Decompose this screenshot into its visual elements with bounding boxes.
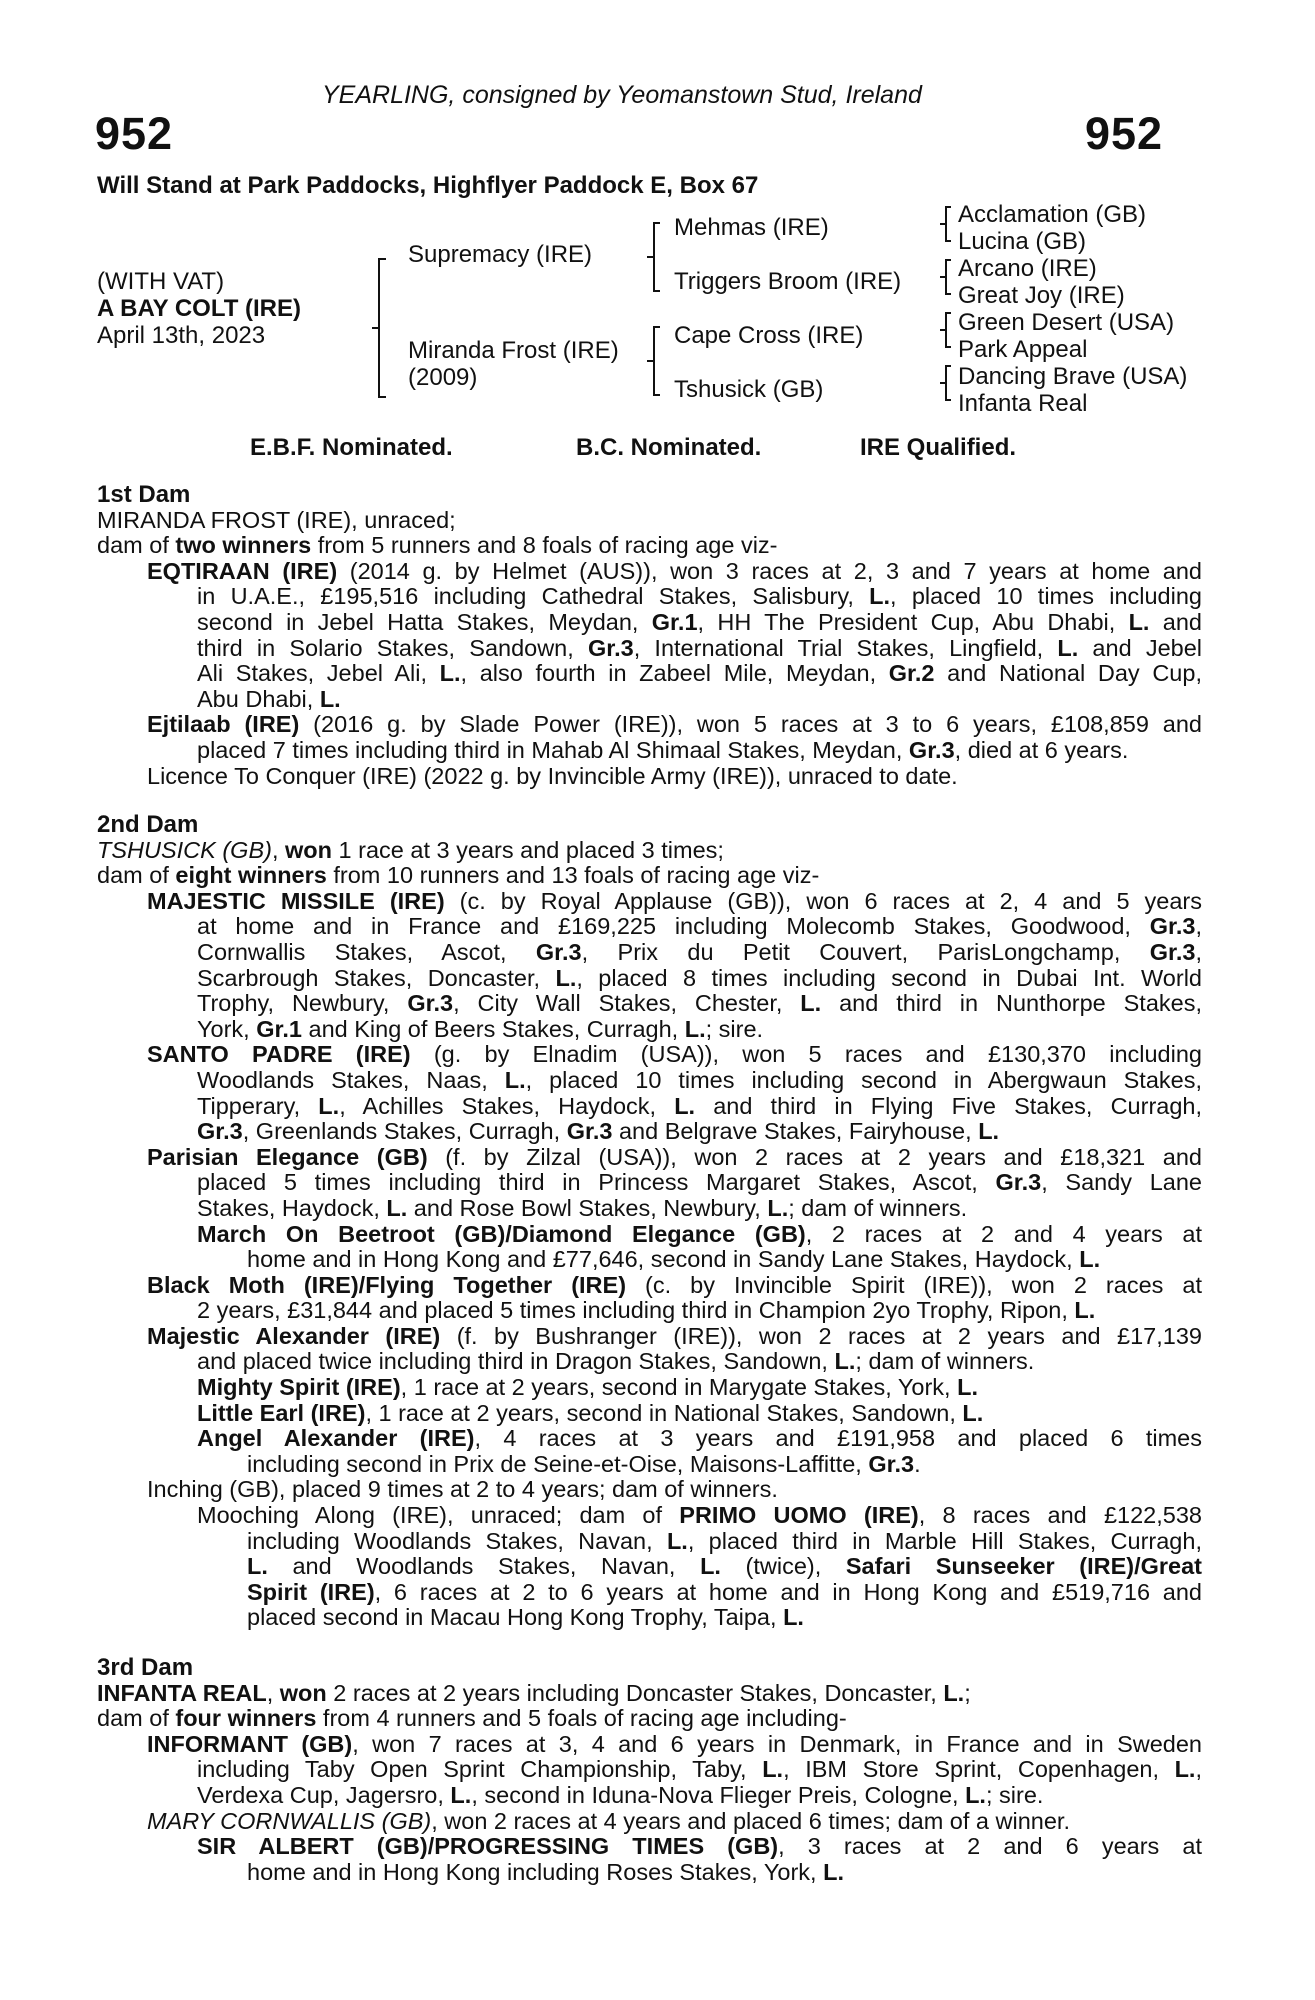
- foaling-date: April 13th, 2023: [97, 322, 266, 349]
- text-line: TSHUSICK (GB), won 1 race at 3 years and placed 3 times;: [97, 836, 724, 863]
- dam-year: (2009): [408, 364, 478, 391]
- text-line: Woodlands Stakes, Naas, L., placed 10 times including second in Abergwaun Stakes,: [197, 1066, 1202, 1093]
- text-line: York, Gr.1 and King of Beers Stakes, Curragh, L.; sire.: [197, 1015, 764, 1042]
- text-line: placed 5 times including third in Princess Margaret Stakes, Ascot, Gr.3, Sandy Lane: [197, 1169, 1203, 1196]
- section-heading: 3rd Dam: [97, 1654, 194, 1681]
- text-line: MIRANDA FROST (IRE), unraced;: [97, 506, 456, 533]
- text-line: Trophy, Newbury, Gr.3, City Wall Stakes, Chester, L. and third in Nunthorpe Stakes,: [197, 990, 1202, 1017]
- text-line: home and in Hong Kong and £77,646, second in Sandy Lane Stakes, Haydock, L.: [247, 1246, 1101, 1273]
- sire-name: Supremacy (IRE): [408, 241, 593, 268]
- text-line: placed second in Macau Hong Kong Trophy, Taipa, L.: [247, 1604, 804, 1631]
- lot-number-left: 952: [95, 108, 174, 159]
- ire-qualification: IRE Qualified.: [860, 434, 1017, 461]
- text-line: dam of four winners from 4 runners and 5 foals of racing age including-: [97, 1705, 847, 1732]
- progeny-entry: Ejtilaab (IRE) (2016 g. by Slade Power (IRE)), won 5 races at 3 to 6 years, £108,859 and: [147, 711, 1202, 738]
- text-line: Verdexa Cup, Jagersro, L., second in Iduna-Nova Flieger Preis, Cologne, L.; sire.: [197, 1781, 1044, 1808]
- section-heading: 2nd Dam: [97, 811, 199, 838]
- vat-note: (WITH VAT): [97, 268, 225, 295]
- ggp-7: Dancing Brave (USA): [958, 363, 1188, 390]
- progeny-entry: SIR ALBERT (GB)/PROGRESSING TIMES (GB), 3 races at 2 and 6 years at: [197, 1833, 1202, 1860]
- progeny-entry: Angel Alexander (IRE), 4 races at 3 years and £191,958 and placed 6 times: [197, 1425, 1202, 1452]
- progeny-entry: Licence To Conquer (IRE) (2022 g. by Invincible Army (IRE)), unraced to date.: [147, 762, 958, 789]
- ggp-1: Acclamation (GB): [958, 201, 1147, 228]
- lot-number-right: 952: [1085, 108, 1164, 159]
- progeny-entry: Mooching Along (IRE), unraced; dam of PRIMO UOMO (IRE), 8 races and £122,538: [197, 1502, 1202, 1529]
- text-line: Abu Dhabi, L.: [197, 685, 341, 712]
- dam-sire-name: Cape Cross (IRE): [674, 322, 864, 349]
- text-line: Gr.3, Greenlands Stakes, Curragh, Gr.3 and Belgrave Stakes, Fairyhouse, L.: [197, 1118, 1000, 1145]
- third-dam-section: [97, 1655, 1202, 1885]
- progeny-entry: Little Earl (IRE), 1 race at 2 years, second in National Stakes, Sandown, L.: [197, 1399, 984, 1426]
- dam-name: Miranda Frost (IRE): [408, 337, 619, 364]
- text-line: dam of eight winners from 10 runners and 13 foals of racing age viz-: [97, 862, 820, 889]
- stand-location: Will Stand at Park Paddocks, Highflyer Paddock E, Box 67: [97, 172, 759, 199]
- ggp-6: Park Appeal: [958, 336, 1088, 363]
- progeny-entry: INFORMANT (GB), won 7 races at 3, 4 and 6 years in Denmark, in France and in Sweden: [147, 1730, 1202, 1757]
- progeny-entry: Parisian Elegance (GB) (f. by Zilzal (USA)), won 2 races at 2 years and £18,321 and: [147, 1143, 1203, 1170]
- second-dam-section: [97, 812, 1202, 1631]
- text-line: Tipperary, L., Achilles Stakes, Haydock, L. and third in Flying Five Stakes, Curragh,: [197, 1092, 1203, 1119]
- text-line: L. and Woodlands Stakes, Navan, L. (twice), Safari Sunseeker (IRE)/Great: [247, 1553, 1202, 1580]
- text-line: Spirit (IRE), 6 races at 2 to 6 years at home and in Hong Kong and £519,716 and: [247, 1578, 1202, 1605]
- progeny-entry: SANTO PADRE (IRE) (g. by Elnadim (USA)), won 5 races and £130,370 including: [147, 1041, 1202, 1068]
- text-line: third in Solario Stakes, Sandown, Gr.3, International Trial Stakes, Lingfield, L. and Jebel: [197, 634, 1203, 661]
- progeny-entry: MAJESTIC MISSILE (IRE) (c. by Royal Applause (GB)), won 6 races at 2, 4 and 5 years: [147, 887, 1202, 914]
- ggp-5: Green Desert (USA): [958, 309, 1175, 336]
- text-line: and placed twice including third in Dragon Stakes, Sandown, L.; dam of winners.: [197, 1348, 1035, 1375]
- text-line: at home and in France and £169,225 including Molecomb Stakes, Goodwood, Gr.3,: [197, 913, 1202, 940]
- consignment-line: YEARLING, consigned by Yeomanstown Stud, Ireland: [322, 81, 922, 109]
- text-line: 2 years, £31,844 and placed 5 times including third in Champion 2yo Trophy, Ripon, L.: [197, 1297, 1096, 1324]
- progeny-entry: Black Moth (IRE)/Flying Together (IRE) (c. by Invincible Spirit (IRE)), won 2 races at: [147, 1271, 1202, 1298]
- progeny-entry: Mighty Spirit (IRE), 1 race at 2 years, second in Marygate Stakes, York, L.: [197, 1374, 979, 1401]
- progeny-entry: Majestic Alexander (IRE) (f. by Bushranger (IRE)), won 2 races at 2 years and £17,139: [147, 1322, 1202, 1349]
- dam-dam-name: Tshusick (GB): [674, 376, 824, 403]
- progeny-entry: EQTIRAAN (IRE) (2014 g. by Helmet (AUS)), won 3 races at 2, 3 and 7 years at home and: [147, 557, 1202, 584]
- sire-sire-name: Mehmas (IRE): [674, 214, 829, 241]
- text-line: placed 7 times including third in Mahab Al Shimaal Stakes, Meydan, Gr.3, died at 6 years.: [197, 736, 1129, 763]
- ggp-4: Great Joy (IRE): [958, 282, 1125, 309]
- sire-dam-name: Triggers Broom (IRE): [674, 268, 902, 295]
- ggp-8: Infanta Real: [958, 390, 1088, 417]
- first-dam-section: [97, 482, 1202, 789]
- text-line: INFANTA REAL, won 2 races at 2 years including Doncaster Stakes, Doncaster, L.;: [97, 1679, 971, 1706]
- progeny-entry: MARY CORNWALLIS (GB), won 2 races at 4 years and placed 6 times; dam of a winner.: [147, 1807, 1070, 1834]
- section-heading: 1st Dam: [97, 481, 191, 508]
- text-line: including Woodlands Stakes, Navan, L., placed third in Marble Hill Stakes, Curragh,: [247, 1527, 1202, 1554]
- bc-nomination: B.C. Nominated.: [576, 434, 762, 461]
- text-line: Stakes, Haydock, L. and Rose Bowl Stakes, Newbury, L.; dam of winners.: [197, 1194, 968, 1221]
- text-line: dam of two winners from 5 runners and 8 foals of racing age viz-: [97, 532, 778, 559]
- text-line: second in Jebel Hatta Stakes, Meydan, Gr.1, HH The President Cup, Abu Dhabi, L. and: [197, 608, 1202, 635]
- ebf-nomination: E.B.F. Nominated.: [250, 434, 453, 461]
- progeny-entry: Inching (GB), placed 9 times at 2 to 4 years; dam of winners.: [147, 1476, 778, 1503]
- text-line: including second in Prix de Seine-et-Oise, Maisons-Laffitte, Gr.3.: [247, 1450, 921, 1477]
- text-line: Cornwallis Stakes, Ascot, Gr.3, Prix du Petit Couvert, ParisLongchamp, Gr.3,: [197, 938, 1202, 965]
- horse-name: A BAY COLT (IRE): [97, 295, 302, 322]
- ggp-3: Arcano (IRE): [958, 255, 1097, 282]
- ggp-2: Lucina (GB): [958, 228, 1087, 255]
- text-line: home and in Hong Kong including Roses Stakes, York, L.: [247, 1858, 845, 1885]
- text-line: including Taby Open Sprint Championship, Taby, L., IBM Store Sprint, Copenhagen, L.,: [197, 1756, 1202, 1783]
- text-line: Scarbrough Stakes, Doncaster, L., placed 8 times including second in Dubai Int. World: [197, 964, 1202, 991]
- progeny-entry: March On Beetroot (GB)/Diamond Elegance (GB), 2 races at 2 and 4 years at: [197, 1220, 1202, 1247]
- text-line: Ali Stakes, Jebel Ali, L., also fourth in Zabeel Mile, Meydan, Gr.2 and National Day Cup,: [197, 660, 1202, 687]
- text-line: in U.A.E., £195,516 including Cathedral Stakes, Salisbury, L., placed 10 times including: [197, 583, 1202, 610]
